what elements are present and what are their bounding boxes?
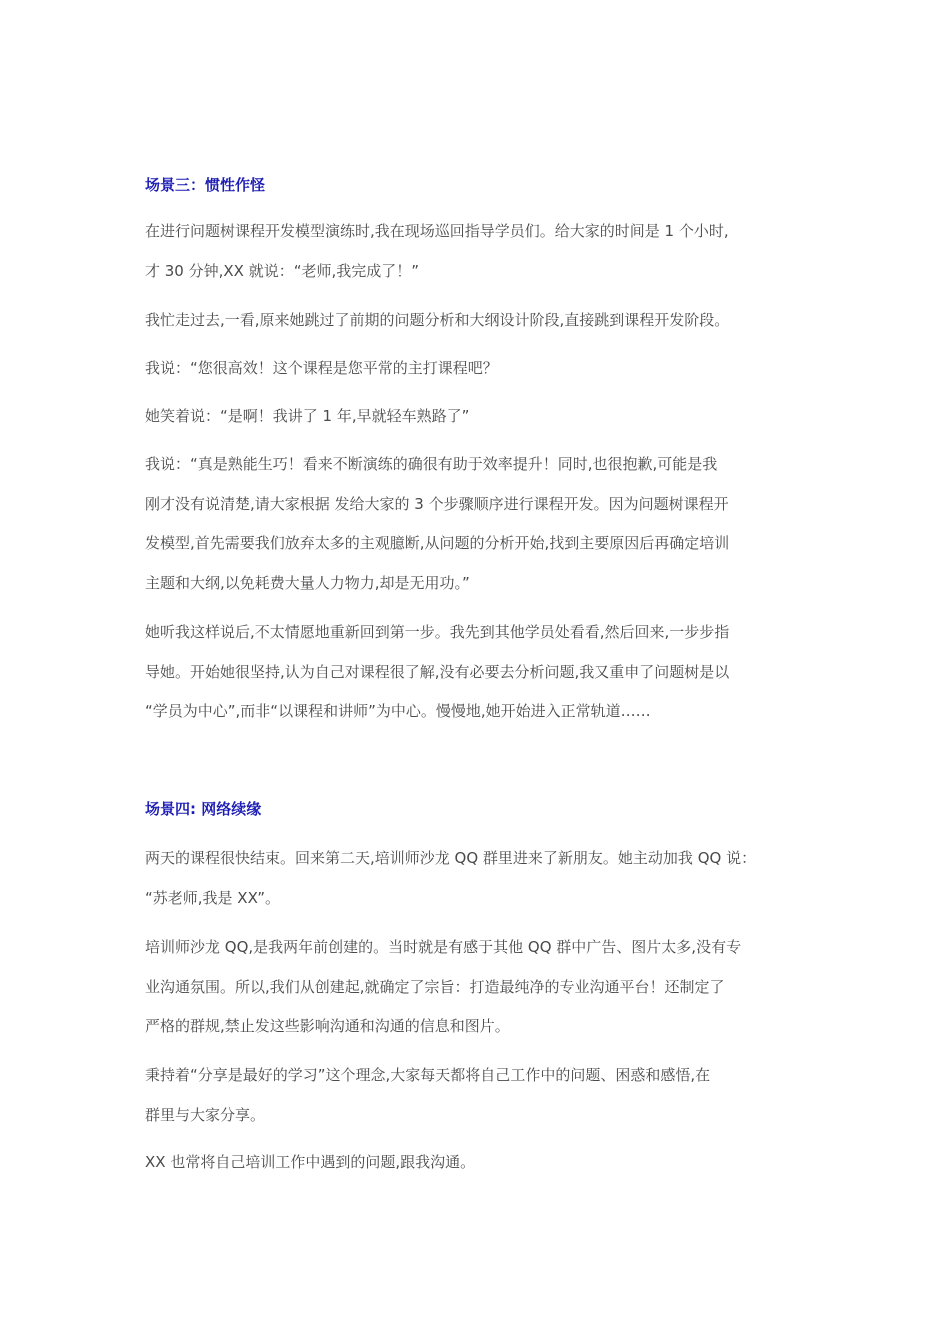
text-line: 才 30 分钟,XX 就说：“老师,我完成了！” <box>145 261 420 280</box>
section-heading-scene-three: 场景三：惯性作怪 <box>145 176 266 194</box>
text-line: 刚才没有说清楚,请大家根据 发给大家的 3 个步骤顺序进行课程开发。因为问题树课程开 <box>145 494 729 513</box>
paragraph <box>145 613 825 732</box>
text-line: 培训师沙龙 QQ,是我两年前创建的。当时就是有感于其他 QQ 群中广告、图片太多,没有专 <box>145 938 742 956</box>
text-line: 在进行问题树课程开发模型演练时,我在现场巡回指导学员们。给大家的时间是 1 个小时, <box>145 222 729 240</box>
paragraph <box>145 212 825 291</box>
paragraph <box>145 1056 825 1135</box>
paragraph <box>145 349 825 389</box>
text-line: 我忙走过去,一看,原来她跳过了前期的问题分析和大纲设计阶段,直接跳到课程开发阶段。 <box>145 311 730 329</box>
text-line: 导她。开始她很坚持,认为自己对课程很了解,没有必要去分析问题,我又重申了问题树是以 <box>145 662 730 681</box>
text-line: “苏老师,我是 XX”。 <box>145 888 281 907</box>
text-line: 两天的课程很快结束。回来第二天,培训师沙龙 QQ 群里进来了新朋友。她主动加我 QQ 说： <box>145 849 757 867</box>
text-line: 我说：“真是熟能生巧！看来不断演练的确很有助于效率提升！同时,也很抱歉,可能是我 <box>145 455 718 473</box>
paragraph <box>145 301 825 341</box>
text-line: 她听我这样说后,不太情愿地重新回到第一步。我先到其他学员处看看,然后回来,一步步指 <box>145 623 730 641</box>
text-line: 秉持着“分享是最好的学习”这个理念,大家每天都将自己工作中的问题、困惑和感悟,在 <box>145 1066 711 1084</box>
paragraph <box>145 445 825 603</box>
paragraph <box>145 928 825 1047</box>
text-line: XX 也常将自己培训工作中遇到的问题,跟我沟通。 <box>145 1153 476 1171</box>
text-line: “学员为中心”,而非“以课程和讲师”为中心。慢慢地,她开始进入正常轨道…… <box>145 702 651 720</box>
text-line: 主题和大纲,以免耗费大量人力物力,却是无用功。” <box>145 573 470 592</box>
text-line: 她笑着说：“是啊！我讲了 1 年,早就轻车熟路了” <box>145 407 470 425</box>
text-line: 发模型,首先需要我们放弃太多的主观臆断,从问题的分析开始,找到主要原因后再确定培训 <box>145 534 730 552</box>
text-line: 我说：“您很高效！这个课程是您平常的主打课程吧？ <box>145 359 498 377</box>
text-line: 群里与大家分享。 <box>145 1105 266 1124</box>
paragraph <box>145 397 825 437</box>
paragraph <box>145 839 825 918</box>
paragraph <box>145 1143 825 1183</box>
text-line: 业沟通氛围。所以,我们从创建起,就确定了宗旨：打造最纯净的专业沟通平台！还制定了 <box>145 977 725 996</box>
section-heading-scene-four: 场景四: 网络续缘 <box>145 800 262 818</box>
text-line: 严格的群规,禁止发这些影响沟通和沟通的信息和图片。 <box>145 1017 510 1035</box>
